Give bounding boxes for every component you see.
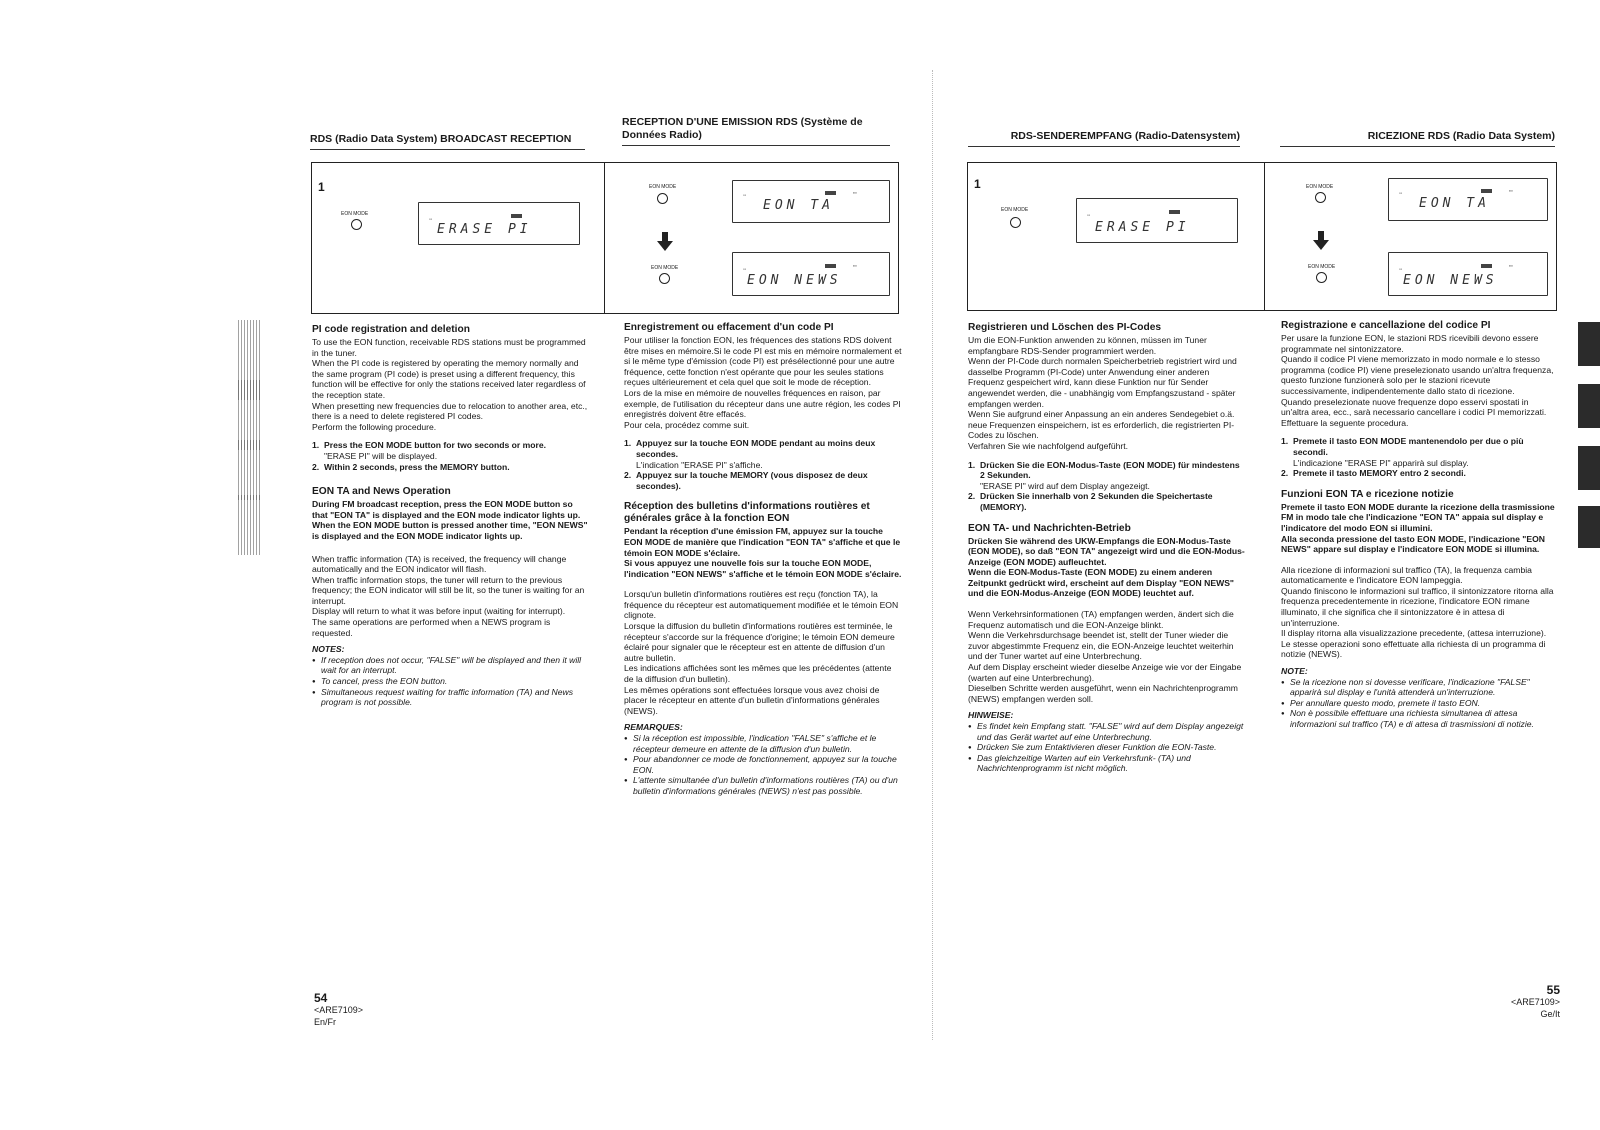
arrow-down-icon: [657, 232, 673, 252]
paragraph: Per usare la funzione EON, le stazioni RDS ricevibili devono essere programmate nel sintonizzatore.: [1281, 333, 1539, 354]
eon-mode-label: EON MODE: [1306, 184, 1334, 190]
step-item: 1. Premete il tasto EON MODE mantenendolo per due o più secondi. L'indicazione "ERASE PI" apparirà sul display.: [1281, 436, 1524, 468]
paragraph: Quando finiscono le informazioni sul traffico, il sintonizzatore ritorna alla frequenza precedentemente in ricezione, l'indicatore EON rimane illuminato, il che significa che il sintonizzatore è in attesa di un'interruzione.: [1281, 585, 1554, 628]
paragraph: Quando il codice PI viene memorizzato in modo normale e lo stesso programma (codice PI) viene preselezionato usando un'altra frequenza, questo funzione funzionerà solo per le stazioni ricevute successivamente, indipendentemente dallo stato di ricezione.: [1281, 354, 1554, 396]
paragraph: Quando preselezionate nuove frequenze dopo esservi spostati in un'altra area, ecc., sarà necessario cancellare i codici PI memorizzati.: [1281, 396, 1547, 418]
paragraph-bold: Pendant la réception d'une émission FM, appuyez sur la touche EON MODE de manière que l'indication "EON TA" s'affiche et que le témoin EON MODE s'éclaire.: [624, 526, 901, 558]
step-number: 1: [974, 177, 981, 191]
note-item: ● Simultaneous request waiting for traffic information (TA) and News program is not possible.: [312, 687, 588, 708]
paragraph-bold: Premete il tasto EON MODE durante la ricezione della trasmissione FM in modo tale che l'indicazione "EON TA" appaia sul display e l'indicatore del modo EON si illumini.: [1281, 501, 1555, 533]
model-code: <ARE7109>: [1510, 997, 1560, 1007]
paragraph: Dieselben Schritte werden ausgeführt, wenn ein Nachrichtenprogramm (NEWS) empfangen werden soll.: [968, 683, 1238, 704]
notes-title: REMARQUES:: [624, 722, 683, 733]
header-english: RDS (Radio Data System) BROADCAST RECEPTION: [310, 133, 585, 150]
lcd-display-erase: [418, 202, 580, 245]
paragraph: Pour cela, procédez comme suit.: [624, 419, 750, 430]
german-column: [968, 322, 1246, 774]
lcd-badge-icon: [1481, 189, 1492, 193]
paragraph-bold: During FM broadcast reception, press the EON MODE button so that "EON TA" is displayed and the EON mode indicator lights up.: [312, 499, 581, 520]
paragraph: Um die EON-Funktion anwenden zu können, müssen im Tuner empfangbare RDS-Sender programmiert werden.: [968, 335, 1207, 356]
model-code: <ARE7109>: [314, 1005, 364, 1015]
lcd-indicator-icon: ▪▪▪: [853, 191, 857, 195]
eon-mode-label: EON MODE: [651, 265, 679, 271]
eon-mode-label: EON MODE: [1001, 207, 1029, 213]
lcd-display-erase: [1076, 198, 1238, 243]
lcd-indicator-icon: ▭: [429, 217, 433, 221]
footer-right: [1490, 984, 1560, 1020]
lcd-text: EON TA: [1419, 196, 1490, 211]
section-title: EON TA and News Operation: [312, 486, 451, 498]
eon-mode-button-icon: [1316, 272, 1327, 283]
notes-list: [1281, 677, 1557, 730]
eon-mode-button-icon: [657, 193, 668, 204]
paragraph-bold: Wenn die EON-Modus-Taste (EON MODE) zu einem anderen Zeitpunkt gedrückt wird, erscheint auf dem Display "EON NEWS" und die EON-Modus-Anzeige (EON MODE) leuchtet auf.: [968, 567, 1235, 599]
step-number: 1: [318, 180, 325, 194]
thumb-tab: [1578, 322, 1600, 366]
note-item: ● If reception does not occur, "FALSE" will be displayed and then it will wait for an interrupt.: [312, 655, 588, 676]
note-item: ● To cancel, press the EON button.: [312, 676, 588, 687]
page-number: 55: [1546, 983, 1560, 997]
eon-mode-label: EON MODE: [649, 184, 677, 190]
paragraph: Alla ricezione di informazioni sul traffico (TA), la frequenza cambia automaticamente e l'indicatore EON lampeggia.: [1281, 564, 1532, 586]
thumb-tab: [1578, 506, 1600, 548]
steps-list: [1281, 436, 1557, 478]
scan-artifact: [238, 495, 260, 555]
eon-mode-label: EON MODE: [341, 211, 369, 217]
lcd-indicator-icon: ▪▪▪: [1509, 264, 1513, 268]
figure-divider: [604, 162, 605, 313]
eon-mode-label: EON MODE: [1308, 264, 1336, 270]
paragraph: When the PI code is registered by operating the memory normally and the same program (PI code) is preset using a different frequency, this function will be effective for only the stations received later regardless of the reception state.: [312, 358, 586, 400]
thumb-tab: [1578, 446, 1600, 490]
notes-list: [968, 721, 1246, 774]
step-item: 1. Appuyez sur la touche EON MODE pendant au moins deux secondes. L'indication "ERASE PI" s'affiche.: [624, 438, 876, 470]
lcd-text: ERASE PI: [1095, 220, 1190, 235]
english-column: [312, 324, 588, 708]
header-french: RECEPTION D'UNE EMISSION RDS (Système de Données Radio): [622, 116, 890, 146]
italian-column: [1281, 320, 1557, 730]
lcd-display-eon-news: [732, 252, 890, 296]
paragraph: Wenn die Verkehrsdurchsage beendet ist, stellt der Tuner wieder die zuvor abgestimmte Frequenz ein, die EON-Anzeige leuchtet weiterhin und der Tuner wartet auf eine Unterbrechung.: [968, 630, 1234, 662]
lcd-indicator-icon: ▭: [743, 267, 747, 271]
steps-list: [968, 460, 1246, 513]
note-item: ● L'attente simultanée d'un bulletin d'informations routières (TA) ou d'un bulletin d'informations générales (NEWS) n'est pas possible.: [624, 775, 902, 796]
header-italian: RICEZIONE RDS (Radio Data System): [1280, 130, 1555, 147]
notes-title: HINWEISE:: [968, 710, 1014, 721]
eon-mode-button-icon: [659, 273, 670, 284]
note-item: ● Per annullare questo modo, premete il tasto EON.: [1281, 698, 1557, 709]
section-title: Enregistrement ou effacement d'un code PI: [624, 322, 834, 333]
lcd-indicator-icon: ▭: [1399, 267, 1403, 271]
paragraph: Les indications affichées sont les mêmes que les précédentes (attente de la diffusion d'un bulletin).: [624, 663, 892, 685]
note-item: ● Drücken Sie zum Entaktivieren dieser Funktion die EON-Taste.: [968, 742, 1246, 753]
paragraph: Le stesse operazioni sono effettuate alla richiesta di un programma di notizie (NEWS).: [1281, 638, 1546, 660]
paragraph: When traffic information (TA) is received, the frequency will change automatically and the EON indicator will flash.: [312, 553, 567, 575]
language-code: En/Fr: [314, 1017, 337, 1027]
note-item: ● Es findet kein Empfang statt. "FALSE" wird auf dem Display angezeigt und das Gerät wartet auf eine Unterbrechung.: [968, 721, 1246, 742]
scan-artifact: [238, 440, 260, 500]
paragraph-bold: Alla seconda pressione del tasto EON MODE, l'indicazione "EON NEWS" appare sul display e l'indicatore EON MODE si illumina.: [1281, 533, 1545, 555]
paragraph: Lorsqu'un bulletin d'informations routières est reçu (fonction TA), la fréquence du récepteur est automatiquement modifiée et le témoin EON clignote.: [624, 589, 899, 621]
lcd-indicator-icon: ▭: [743, 193, 747, 197]
note-item: ● Si la réception est impossible, l'indication "FALSE" s'affiche et le récepteur demeure en attente de la diffusion d'un bulletin.: [624, 733, 902, 754]
paragraph: Auf dem Display erscheint wieder dieselbe Anzeige wie vor der Eingabe (warten auf eine Unterbrechung).: [968, 662, 1242, 683]
paragraph-bold: When the EON MODE button is pressed another time, "EON NEWS" is displayed and the EON MODE indicator lights up.: [312, 520, 588, 541]
step-item: 1. Drücken Sie die EON-Modus-Taste (EON MODE) für mindestens 2 Sekunden. "ERASE PI" wird auf dem Display angezeigt.: [968, 459, 1240, 491]
notes-title: NOTES:: [312, 644, 345, 655]
paragraph-bold: Si vous appuyez une nouvelle fois sur la touche EON MODE, l'indication "EON NEWS" s'affiche et le témoin EON MODE s'éclaire.: [624, 558, 902, 579]
paragraph: Effettuare la seguente procedura.: [1281, 417, 1409, 428]
notes-title: NOTE:: [1281, 666, 1308, 677]
lcd-badge-icon: [1169, 210, 1180, 214]
step-item: 1. Press the EON MODE button for two seconds or more. "ERASE PI" will be displayed.: [312, 440, 547, 461]
page-number: 54: [314, 991, 328, 1005]
footer-left: [314, 992, 363, 1028]
lcd-text: ERASE PI: [437, 222, 532, 237]
paragraph: Lors de la mise en mémoire de nouvelles fréquences en raison, par exemple, de l'utilisation du récepteur dans une autre région, les codes PI enregistrés doivent être effacés.: [624, 387, 901, 420]
lcd-indicator-icon: ▭: [1087, 213, 1091, 217]
paragraph: The same operations are performed when a NEWS program is requested.: [312, 617, 551, 638]
paragraph: Wenn Sie aufgrund einer Anpassung an ein anderes Sendegebiet o.ä. neue Frequenzen einspeichern, ist es erforderlich, die registrierten PI-Codes zu löschen.: [968, 409, 1235, 441]
eon-mode-button-icon: [1010, 217, 1021, 228]
paragraph: Les mêmes opérations sont effectuées lorsque vous avez choisi de placer le récepteur en attente d'un bulletin d'informations générales (NEWS).: [624, 684, 880, 716]
lcd-text: EON NEWS: [747, 273, 842, 288]
section-title: Registrazione e cancellazione del codice PI: [1281, 320, 1491, 331]
paragraph: To use the EON function, receivable RDS stations must be programmed in the tuner.: [312, 337, 586, 358]
paragraph: Wenn der PI-Code durch normalen Speicherbetrieb registriert wird und dasselbe Programm (PI-Code) unter Anwendung einer anderen Frequenz gespeichert wird, kann diese Funktion nur für Sender angewendet werden, die - unabhängig vom Empfangszustand - später empfangen werden.: [968, 356, 1237, 409]
language-code: Ge/It: [1540, 1009, 1560, 1019]
lcd-badge-icon: [825, 191, 836, 195]
lcd-text: EON NEWS: [1403, 273, 1498, 288]
lcd-display-eon-ta: [1388, 178, 1548, 221]
arrow-down-icon: [1313, 231, 1329, 251]
lcd-badge-icon: [1481, 264, 1492, 268]
steps-list: [312, 440, 588, 472]
paragraph: Display will return to what it was before input (waiting for interrupt).: [312, 606, 566, 617]
paragraph-bold: Drücken Sie während des UKW-Empfangs die EON-Modus-Taste (EON MODE), so daß "EON TA" angezeigt wird und die EON-Modus-Anzeige (EON MODE) aufleuchtet.: [968, 535, 1245, 567]
note-item: ● Pour abandonner ce mode de fonctionnement, appuyez sur la touche EON.: [624, 754, 902, 775]
paragraph: Wenn Verkehrsinformationen (TA) empfangen werden, ändert sich die Frequenz automatisch und die EON-Anzeige blinkt.: [968, 609, 1234, 630]
paragraph: Il display ritorna alla visualizzazione precedente, (attesa interruzione).: [1281, 628, 1547, 639]
paragraph: When traffic information stops, the tuner will return to the previous frequency; the EON indicator will still be lit, so the tuner is waiting for an interrupt.: [312, 574, 585, 606]
lcd-badge-icon: [825, 264, 836, 268]
eon-mode-button-icon: [351, 219, 362, 230]
step-item: 2. Appuyez sur la touche MEMORY (vous disposez de deux secondes).: [624, 470, 868, 491]
figure-divider: [1264, 162, 1265, 310]
section-title: Réception des bulletins d'informations routières et générales grâce à la fonction EON: [624, 501, 870, 525]
page-fold: [932, 70, 933, 1040]
eon-mode-button-icon: [1315, 192, 1326, 203]
section-title: Registrieren und Löschen des PI-Codes: [968, 322, 1162, 333]
section-title: EON TA- und Nachrichten-Betrieb: [968, 522, 1131, 534]
paragraph: Lorsque la diffusion du bulletin d'informations routières est terminée, le récepteur s'accorde sur la fréquence d'origine; le témoin EON demeure éclairé pour signaler que le récepteur est en attente de diffusion d'un autre bulletin.: [624, 621, 895, 663]
french-column: [624, 322, 902, 797]
step-item: 2. Within 2 seconds, press the MEMORY button.: [312, 461, 510, 472]
lcd-display-eon-ta: [732, 180, 890, 223]
lcd-indicator-icon: ▪▪▪: [1509, 189, 1513, 193]
section-title: Funzioni EON TA e ricezione notizie: [1281, 488, 1454, 500]
steps-list: [624, 438, 902, 491]
paragraph: Verfahren Sie wie nachfolgend aufgeführt.: [968, 440, 1129, 451]
notes-list: [312, 655, 588, 708]
lcd-badge-icon: [511, 214, 522, 218]
thumb-tab: [1578, 384, 1600, 428]
header-german: RDS-SENDEREMPFANG (Radio-Datensystem): [968, 130, 1240, 147]
lcd-text: EON TA: [763, 198, 834, 213]
note-item: ● Das gleichzeitige Warten auf ein Verkehrsfunk- (TA) und Nachrichtenprogramm ist nicht möglich.: [968, 753, 1246, 774]
lcd-indicator-icon: ▭: [1399, 191, 1403, 195]
step-item: 2. Premete il tasto MEMORY entro 2 secondi.: [1281, 468, 1466, 479]
paragraph: When presetting new frequencies due to relocation to another area, etc., there is a need to delete registered PI codes.: [312, 400, 588, 422]
section-title: PI code registration and deletion: [312, 324, 470, 335]
paragraph: Pour utiliser la fonction EON, les fréquences des stations RDS doivent être mises en mémoire.Si le code PI est mis en mémoire normalement et si le même type d'émission (code PI) est présélectionné pour une autre fréquence, cette fonction n'est opérante que pour les seules stations reçues ultérieurement et cela quel que soit le mode de réception.: [624, 335, 902, 388]
note-item: ● Se la ricezione non si dovesse verificare, l'indicazione "FALSE" apparirà sul display e l'unità attenderà un'interruzione.: [1281, 677, 1557, 698]
paragraph: Perform the following procedure.: [312, 421, 437, 432]
note-item: ● Non è possibile effettuare una richiesta simultanea di attesa informazioni sul traffico (TA) e di attesa di trasmissioni di notizie.: [1281, 708, 1557, 729]
lcd-indicator-icon: ▪▪▪: [853, 264, 857, 268]
notes-list: [624, 733, 902, 797]
lcd-display-eon-news: [1388, 252, 1548, 296]
step-item: 2. Drücken Sie innerhalb von 2 Sekunden die Speichertaste (MEMORY).: [968, 491, 1213, 512]
